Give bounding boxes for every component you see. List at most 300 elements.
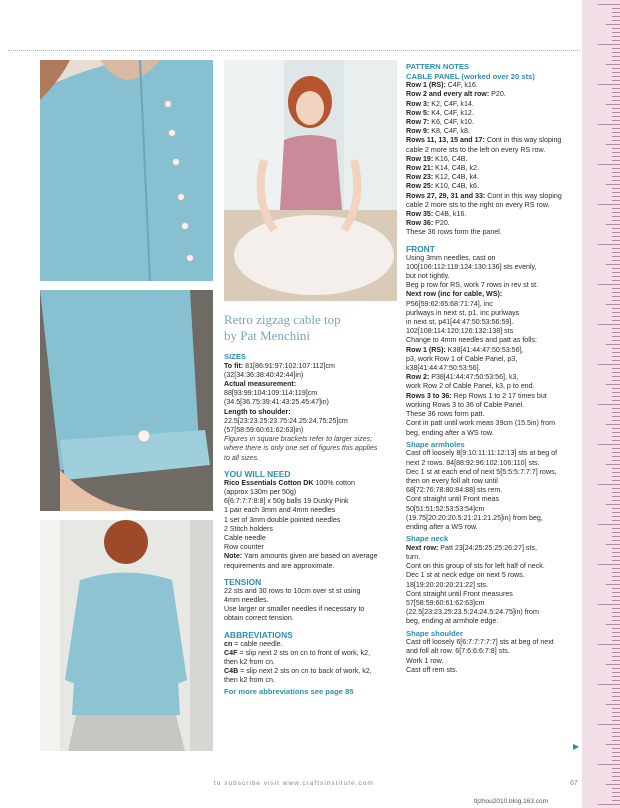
ruler-tick — [612, 572, 620, 573]
tape-measure-strip — [582, 0, 620, 808]
sizes-to-fit-in: (32[34:36:38:40:42:44]in) — [224, 370, 304, 379]
ruler-tick — [612, 568, 620, 569]
ruler-tick — [612, 720, 620, 721]
ruler-tick — [612, 652, 620, 653]
front-line: 100[106:112:118:124:130:136] sts evenly, — [406, 262, 537, 271]
ruler-tick — [598, 404, 620, 405]
ruler-tick — [606, 784, 620, 785]
ruler-tick — [598, 604, 620, 605]
ruler-tick — [612, 448, 620, 449]
ruler-tick — [612, 52, 620, 53]
ruler-tick — [612, 252, 620, 253]
ruler-tick — [612, 676, 620, 677]
neck-line: 18[19:20:20:20:21:22] sts. — [406, 580, 489, 589]
ruler-tick — [612, 400, 620, 401]
sizes-length-in: (57[58:59:60:61:62:63]in) — [224, 426, 304, 435]
ruler-tick — [612, 512, 620, 513]
ruler-tick — [612, 248, 620, 249]
ruler-tick — [612, 800, 620, 801]
page-number: 67 — [570, 780, 578, 787]
neck-line: 57[58:59:60:61:62:63]cm — [406, 598, 485, 607]
neck-line: beg, ending at armhole edge. — [406, 617, 499, 626]
ruler-tick — [612, 756, 620, 757]
ruler-tick — [606, 624, 620, 625]
neck-first-line: Next row: Patt 23[24:25:25:25:26:27] sts, — [406, 543, 537, 552]
ruler-tick — [612, 408, 620, 409]
ruler-tick — [612, 168, 620, 169]
ruler-tick — [612, 228, 620, 229]
front-line: working Rows 3 to 36 of Cable Panel. — [406, 400, 525, 409]
ruler-tick — [612, 200, 620, 201]
ruler-tick — [612, 12, 620, 13]
ruler-tick — [612, 596, 620, 597]
sizes-length-label: Length to shoulder: — [224, 407, 291, 416]
front-line: p3, work Row 1 of Cable Panel, p3, — [406, 354, 518, 363]
ruler-tick — [612, 728, 620, 729]
ruler-tick — [612, 72, 620, 73]
ruler-tick — [598, 444, 620, 445]
armhole-line: (19.75[20:20:20.5:21:21:21.25]in) from beg, — [406, 513, 543, 522]
armhole-line: next 2 rows. 84[88:92:96:102:106:110] sts. — [406, 458, 540, 467]
abbr-cn: cn = cable needle. — [224, 639, 283, 648]
title-line-2: by Pat Menchini — [224, 328, 310, 343]
shoulder-line: Work 1 row. — [406, 656, 444, 665]
ruler-tick — [612, 712, 620, 713]
ruler-tick — [612, 260, 620, 261]
ruler-tick — [612, 372, 620, 373]
ruler-tick — [612, 500, 620, 501]
armhole-line: Cast off loosely 8[9:10:11:11:12:13] sts at beg of — [406, 449, 558, 458]
ruler-tick — [612, 340, 620, 341]
ruler-tick — [612, 488, 620, 489]
ruler-tick — [612, 128, 620, 129]
ruler-tick — [612, 456, 620, 457]
ruler-tick — [606, 184, 620, 185]
ruler-tick — [612, 760, 620, 761]
front-line: P56[59:62:65:68:71:74], inc — [406, 299, 493, 308]
ruler-tick — [612, 40, 620, 41]
ruler-tick — [612, 476, 620, 477]
ruler-tick — [612, 236, 620, 237]
ruler-tick — [612, 368, 620, 369]
ruler-tick — [612, 648, 620, 649]
ruler-tick — [598, 84, 620, 85]
ruler-tick — [598, 724, 620, 725]
ruler-tick — [612, 380, 620, 381]
front-line: Cont in patt until work meas 39cm (15.5in) from — [406, 419, 556, 428]
front-line: Next row (inc for cable, WS): — [406, 290, 503, 299]
ruler-tick — [612, 628, 620, 629]
cable-row-line: Row 23: K12, C4B, k4. — [406, 173, 479, 182]
right-text-column — [406, 62, 576, 675]
ruler-tick — [598, 164, 620, 165]
ruler-tick — [612, 732, 620, 733]
cable-row-line: cable 2 more sts to the left on every RS row. — [406, 145, 546, 154]
front-line: beg, ending after a WS row. — [406, 428, 494, 437]
ruler-tick — [612, 780, 620, 781]
cable-row-line: Row 5: K4, C4F, k12. — [406, 108, 474, 117]
front-line: Row 1 (RS): K38[41:44:47:50:53:56], — [406, 345, 524, 354]
ruler-tick — [612, 188, 620, 189]
ruler-tick — [606, 224, 620, 225]
ruler-tick — [612, 748, 620, 749]
ruler-tick — [598, 684, 620, 685]
ruler-tick — [612, 616, 620, 617]
tension-line-4: obtain correct tension. — [224, 614, 294, 623]
sizes-length-cm: 22.5[23:23.25:23.75:24.25:24.75:25]cm — [224, 416, 348, 425]
shape-neck-heading: Shape neck — [406, 534, 449, 544]
ruler-tick — [612, 432, 620, 433]
ruler-tick — [606, 664, 620, 665]
ruler-tick — [612, 700, 620, 701]
armhole-line: then on every foll alt row until — [406, 476, 498, 485]
ruler-tick — [606, 504, 620, 505]
middle-text-column — [224, 352, 402, 696]
ruler-tick — [606, 264, 620, 265]
ruler-tick — [612, 692, 620, 693]
ruler-tick — [612, 76, 620, 77]
article-title — [224, 312, 341, 344]
ruler-tick — [612, 736, 620, 737]
ruler-tick — [612, 556, 620, 557]
abbreviations-heading: ABBREVIATIONS — [224, 629, 293, 640]
abbr-c4f-2: then k2 from cn. — [224, 658, 275, 667]
ruler-tick — [612, 336, 620, 337]
ruler-tick — [606, 304, 620, 305]
ruler-tick — [612, 48, 620, 49]
ruler-tick — [606, 104, 620, 105]
yarn-line: Rico Essentials Cotton DK 100% cotton — [224, 478, 355, 487]
sizes-note-3: to all sizes. — [224, 453, 260, 462]
sizes-actual-cm: 88[93:99:104:109:114:119]cm — [224, 389, 318, 398]
neck-line: Cont straight until Front measures — [406, 589, 513, 598]
ruler-tick — [612, 772, 620, 773]
ruler-tick — [612, 460, 620, 461]
front-line: 102[108:114:120:126:132:138] sts — [406, 327, 514, 336]
ruler-tick — [612, 176, 620, 177]
cable-row-line: Rows 11, 13, 15 and 17: Cont in this way sloping — [406, 136, 562, 145]
ruler-tick — [612, 132, 620, 133]
yarn-note: Note: Yarn amounts given are based on average — [224, 552, 378, 561]
ruler-tick — [612, 508, 620, 509]
ruler-tick — [612, 148, 620, 149]
front-line: These 36 rows form patt. — [406, 410, 485, 419]
ruler-tick — [612, 320, 620, 321]
ruler-tick — [612, 540, 620, 541]
front-line: purlways in next st, p1, inc purlways — [406, 308, 520, 317]
ruler-tick — [606, 24, 620, 25]
ruler-tick — [612, 16, 620, 17]
yarn-amount: 6[6:7:7:7:8:8] x 50g balls 19 Dusky Pink — [224, 497, 349, 506]
watermark: tljzhou2010.blog.163.com — [474, 798, 549, 805]
armhole-line: Dec 1 st at each end of next 5[5:5:5:7:7:7] rows, — [406, 467, 557, 476]
ruler-tick — [598, 804, 620, 805]
ruler-tick — [612, 356, 620, 357]
armhole-line: Cont straight until Front meas — [406, 495, 500, 504]
ruler-tick — [598, 484, 620, 485]
front-line: but not tightly. — [406, 272, 450, 281]
ruler-tick — [606, 464, 620, 465]
neck-line: Cont on this group of sts for left half of neck. — [406, 562, 545, 571]
continue-arrow-icon: ▶ — [573, 742, 580, 751]
ruler-tick — [612, 172, 620, 173]
ruler-tick — [612, 20, 620, 21]
tension-heading: TENSION — [224, 576, 262, 587]
armhole-line: 50[51:51:52:53:53:54]cm — [406, 504, 485, 513]
ruler-tick — [612, 308, 620, 309]
ruler-tick — [612, 636, 620, 637]
ruler-tick — [612, 592, 620, 593]
cardigan-closeup-photo — [40, 60, 213, 281]
ruler-tick — [612, 428, 620, 429]
yarn-weight: (approx 130m per 50g) — [224, 488, 297, 497]
ruler-tick — [612, 680, 620, 681]
front-line: work Row 2 of Cable Panel, k3, p to end. — [406, 382, 535, 391]
ruler-tick — [612, 792, 620, 793]
ruler-tick — [612, 212, 620, 213]
ruler-tick — [612, 68, 620, 69]
ruler-tick — [612, 708, 620, 709]
ruler-tick — [612, 272, 620, 273]
ruler-tick — [612, 740, 620, 741]
ruler-tick — [612, 468, 620, 469]
ruler-tick — [612, 516, 620, 517]
back-view-photo — [40, 520, 213, 751]
ruler-tick — [612, 160, 620, 161]
ruler-tick — [612, 216, 620, 217]
ruler-tick — [612, 88, 620, 89]
ruler-tick — [598, 4, 620, 5]
armhole-line: 68[72:76:78:80:84:88] sts rem. — [406, 486, 503, 495]
ruler-tick — [598, 244, 620, 245]
ruler-tick — [612, 56, 620, 57]
ruler-tick — [612, 436, 620, 437]
ruler-tick — [598, 284, 620, 285]
ruler-tick — [612, 328, 620, 329]
ruler-tick — [606, 544, 620, 545]
ruler-tick — [612, 232, 620, 233]
neck-line: Dec 1 st at neck edge on next 5 rows. — [406, 571, 525, 580]
cable-row-line: Row 9: K8, C4F, k8. — [406, 127, 470, 136]
ruler-tick — [598, 764, 620, 765]
ruler-tick — [612, 28, 620, 29]
row-counter-line: Row counter — [224, 543, 264, 552]
cable-row-line: cable 2 more sts to the right on every RS row. — [406, 200, 550, 209]
ruler-tick — [612, 796, 620, 797]
ruler-tick — [612, 696, 620, 697]
front-line: Change to 4mm needles and patt as folls: — [406, 336, 537, 345]
ruler-tick — [612, 580, 620, 581]
needles-line: 1 pair each 3mm and 4mm needles — [224, 506, 336, 515]
front-line: in next st, p41[44:47:50:53:56:59]. — [406, 318, 514, 327]
ruler-tick — [598, 204, 620, 205]
cable-row-line: Row 35: C4B, k16. — [406, 210, 467, 219]
stitch-holders-line: 2 Stitch holders — [224, 524, 273, 533]
ruler-tick — [606, 744, 620, 745]
ruler-tick — [612, 608, 620, 609]
ruler-tick — [612, 332, 620, 333]
cable-row-line: Row 3: K2, C4F, k14. — [406, 99, 474, 108]
ruler-tick — [612, 752, 620, 753]
sizes-to-fit: To fit: 81[86:91:97:102:107:112]cm — [224, 361, 335, 370]
ruler-tick — [612, 240, 620, 241]
ruler-tick — [612, 496, 620, 497]
ruler-tick — [612, 668, 620, 669]
ruler-tick — [612, 776, 620, 777]
neck-line: turn. — [406, 552, 421, 561]
ruler-tick — [612, 296, 620, 297]
tension-line-2: 4mm needles. — [224, 596, 269, 605]
ruler-tick — [612, 392, 620, 393]
ruler-tick — [612, 788, 620, 789]
sleeve-cuff-photo — [40, 290, 213, 511]
cable-row-line: Row 36: P20. — [406, 219, 450, 228]
ruler-tick — [612, 60, 620, 61]
abbr-c4b: C4B = slip next 2 sts on cn to back of work, k2, — [224, 667, 372, 676]
ruler-tick — [612, 276, 620, 277]
ruler-tick — [612, 388, 620, 389]
ruler-tick — [612, 360, 620, 361]
shoulder-line: and foll alt row. 6[7:6:6:6:7:8] sts. — [406, 647, 510, 656]
ruler-tick — [612, 352, 620, 353]
ruler-tick — [612, 660, 620, 661]
ruler-tick — [612, 152, 620, 153]
more-abbreviations-link[interactable]: For more abbreviations see page 85 — [224, 686, 354, 696]
ruler-tick — [612, 472, 620, 473]
ruler-tick — [612, 312, 620, 313]
ruler-tick — [612, 716, 620, 717]
ruler-tick — [612, 688, 620, 689]
ruler-tick — [606, 64, 620, 65]
ruler-tick — [612, 300, 620, 301]
ruler-tick — [612, 412, 620, 413]
cable-row-line: Row 19: K16, C4B. — [406, 154, 468, 163]
ruler-tick — [606, 584, 620, 585]
ruler-tick — [612, 136, 620, 137]
sizes-note: Figures in square brackets refer to larger sizes; — [224, 435, 373, 444]
front-line: Row 2: P38[41:44:47:50:53:56], k3, — [406, 373, 519, 382]
cable-row-line: These 36 rows form the panel. — [406, 228, 502, 237]
ruler-tick — [612, 208, 620, 209]
abbr-c4b-2: then k2 from cn. — [224, 676, 275, 685]
dpn-line: 1 set of 3mm double pointed needles — [224, 515, 341, 524]
ruler-tick — [606, 344, 620, 345]
ruler-tick — [612, 552, 620, 553]
ruler-tick — [612, 640, 620, 641]
ruler-tick — [612, 36, 620, 37]
ruler-tick — [612, 620, 620, 621]
ruler-tick — [606, 384, 620, 385]
ruler-tick — [612, 256, 620, 257]
ruler-tick — [612, 656, 620, 657]
front-line: Using 3mm needles, cast on — [406, 253, 496, 262]
you-will-need-heading: YOU WILL NEED — [224, 468, 291, 479]
ruler-tick — [612, 492, 620, 493]
cable-needle-line: Cable needle — [224, 534, 266, 543]
top-dotted-rule — [8, 50, 580, 51]
ruler-tick — [612, 220, 620, 221]
ruler-tick — [612, 8, 620, 9]
ruler-tick — [612, 80, 620, 81]
ruler-tick — [612, 316, 620, 317]
ruler-tick — [612, 600, 620, 601]
front-line: Beg p row for RS, work 7 rows in rev st st. — [406, 281, 539, 290]
ruler-tick — [612, 96, 620, 97]
ruler-tick — [598, 364, 620, 365]
ruler-tick — [612, 768, 620, 769]
sizes-heading: SIZES — [224, 352, 246, 361]
ruler-tick — [606, 424, 620, 425]
ruler-tick — [612, 100, 620, 101]
ruler-tick — [612, 560, 620, 561]
ruler-tick — [612, 576, 620, 577]
ruler-tick — [612, 532, 620, 533]
cable-row-line: Row 2 and every alt row: P20. — [406, 90, 506, 99]
ruler-tick — [612, 548, 620, 549]
ruler-tick — [598, 124, 620, 125]
cable-panel-subheading: CABLE PANEL (worked over 20 sts) — [406, 71, 535, 81]
title-line-1: Retro zigzag cable top — [224, 312, 341, 327]
ruler-tick — [612, 376, 620, 377]
ruler-tick — [612, 140, 620, 141]
abbr-c4f: C4F = slip next 2 sts on cn to front of work, k2, — [224, 648, 371, 657]
ruler-tick — [598, 44, 620, 45]
ruler-tick — [612, 112, 620, 113]
cable-row-line: Row 25: K10, C4B, k6. — [406, 182, 479, 191]
ruler-tick — [612, 588, 620, 589]
armhole-rows — [406, 449, 576, 532]
ruler-tick — [612, 612, 620, 613]
shape-armholes-heading: Shape armholes — [406, 439, 465, 449]
neck-line: (22.5[23:23.25:23.5:24:24.5:24.75]in) from — [406, 608, 539, 617]
cable-row-line: Row 21: K14, C4B, k2. — [406, 164, 479, 173]
ruler-tick — [612, 292, 620, 293]
yarn-note-2: requirements and are approximate. — [224, 561, 335, 570]
front-line: k38[41:44:47:50:53:56]. — [406, 364, 481, 373]
ruler-tick — [612, 672, 620, 673]
pattern-notes-heading: PATTERN NOTES — [406, 62, 469, 71]
ruler-tick — [612, 480, 620, 481]
ruler-tick — [612, 268, 620, 269]
sizes-note-2: where there is only one set of figures this applies — [224, 444, 378, 453]
shoulder-line: Cast off rem sts. — [406, 665, 458, 674]
cable-row-line: Rows 27, 29, 31 and 33: Cont in this way sloping — [406, 191, 562, 200]
ruler-tick — [612, 528, 620, 529]
ruler-tick — [612, 520, 620, 521]
ruler-tick — [606, 704, 620, 705]
ruler-tick — [598, 564, 620, 565]
subscribe-footer: to subscribe visit www.craftsinstitute.com — [214, 780, 374, 787]
ruler-tick — [612, 280, 620, 281]
ruler-tick — [612, 192, 620, 193]
shoulder-rows — [406, 638, 576, 675]
ruler-tick — [612, 452, 620, 453]
ruler-tick — [612, 440, 620, 441]
cable-row-line: Row 1 (RS): C4F, k16. — [406, 81, 478, 90]
shoulder-line: Cast off loosely 6[6:7:7:7:7:7] sts at beg of next — [406, 638, 554, 647]
ruler-tick — [612, 116, 620, 117]
ruler-tick — [598, 524, 620, 525]
ruler-tick — [612, 288, 620, 289]
tension-line-1: 22 sts and 30 rows to 10cm over st st using — [224, 586, 361, 595]
front-line: Rows 3 to 36: Rep Rows 1 to 2 17 times but — [406, 391, 547, 400]
neck-rows — [406, 553, 576, 627]
ruler-tick — [598, 324, 620, 325]
ruler-tick — [612, 92, 620, 93]
ruler-tick — [612, 180, 620, 181]
ruler-tick — [612, 348, 620, 349]
ruler-tick — [612, 108, 620, 109]
